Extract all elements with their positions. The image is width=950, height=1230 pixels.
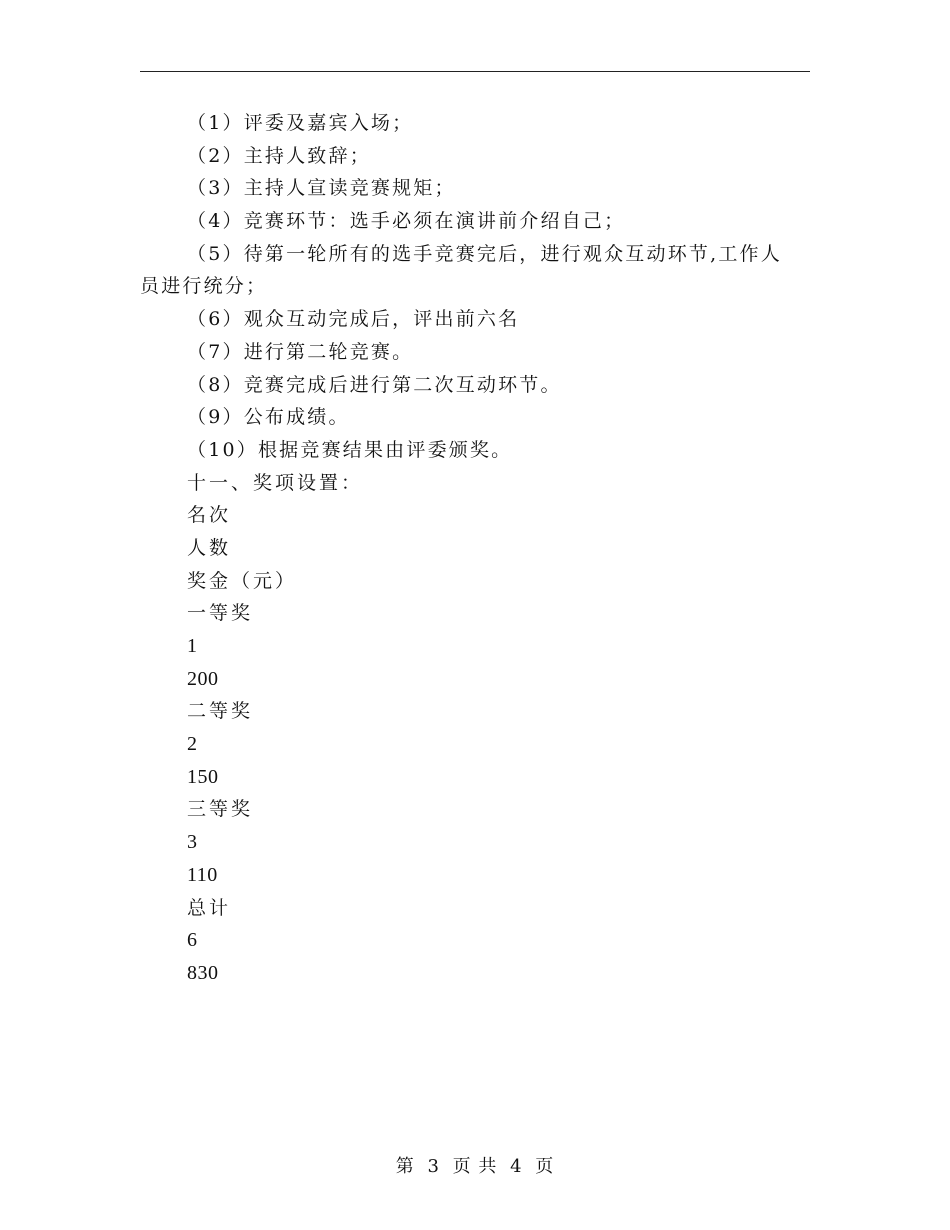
award-row-name: 三等奖: [187, 798, 254, 821]
award-row-name: 一等奖: [187, 602, 254, 625]
procedure-step-3: （3）主持人宣读竞赛规矩；: [187, 177, 456, 200]
procedure-step-5-continuation: 员进行统分；: [140, 275, 268, 298]
award-total-count: 6: [187, 929, 198, 952]
procedure-step-6: （6）观众互动完成后，评出前六名: [187, 308, 520, 331]
award-row-count: 1: [187, 635, 198, 657]
award-row-count: 2: [187, 733, 198, 756]
footer-suffix: 页: [535, 1156, 555, 1177]
award-total-name: 总计: [187, 896, 232, 919]
footer-prefix: 第: [395, 1156, 415, 1177]
award-row-name: 二等奖: [187, 700, 254, 723]
document-body: [140, 107, 810, 990]
awards-header-amount: 奖金（元）: [187, 569, 298, 592]
footer-page-number: 3: [427, 1156, 440, 1177]
procedure-step-2: （2）主持人致辞；: [187, 144, 371, 167]
awards-heading: 十一、奖项设置：: [187, 471, 364, 494]
page-footer: [0, 1152, 950, 1178]
header-rule: [140, 71, 810, 72]
awards-table: [140, 499, 810, 989]
procedure-step-5: （5）待第一轮所有的选手竞赛完后，进行观众互动环节,工作人: [187, 242, 782, 265]
award-row-count: 3: [187, 831, 198, 854]
award-row-amount: 150: [187, 765, 219, 788]
procedure-step-10: （10）根据竞赛结果由评委颁奖。: [187, 438, 513, 461]
procedure-step-8: （8）竞赛完成后进行第二次互动环节。: [187, 373, 562, 396]
award-total-amount: 830: [187, 961, 219, 984]
award-row-amount: 200: [187, 667, 219, 690]
awards-header-rank: 名次: [187, 504, 232, 527]
footer-middle: 页 共: [452, 1156, 498, 1177]
procedure-step-4: （4）竞赛环节：选手必须在演讲前介绍自己；: [187, 210, 626, 233]
footer-total-pages: 4: [510, 1156, 523, 1177]
awards-header-count: 人数: [187, 536, 232, 559]
procedure-step-9: （9）公布成绩。: [187, 406, 350, 429]
award-row-amount: 110: [187, 863, 218, 886]
procedure-step-7: （7）进行第二轮竞赛。: [187, 340, 414, 363]
procedure-step-1: （1）评委及嘉宾入场；: [187, 112, 414, 134]
